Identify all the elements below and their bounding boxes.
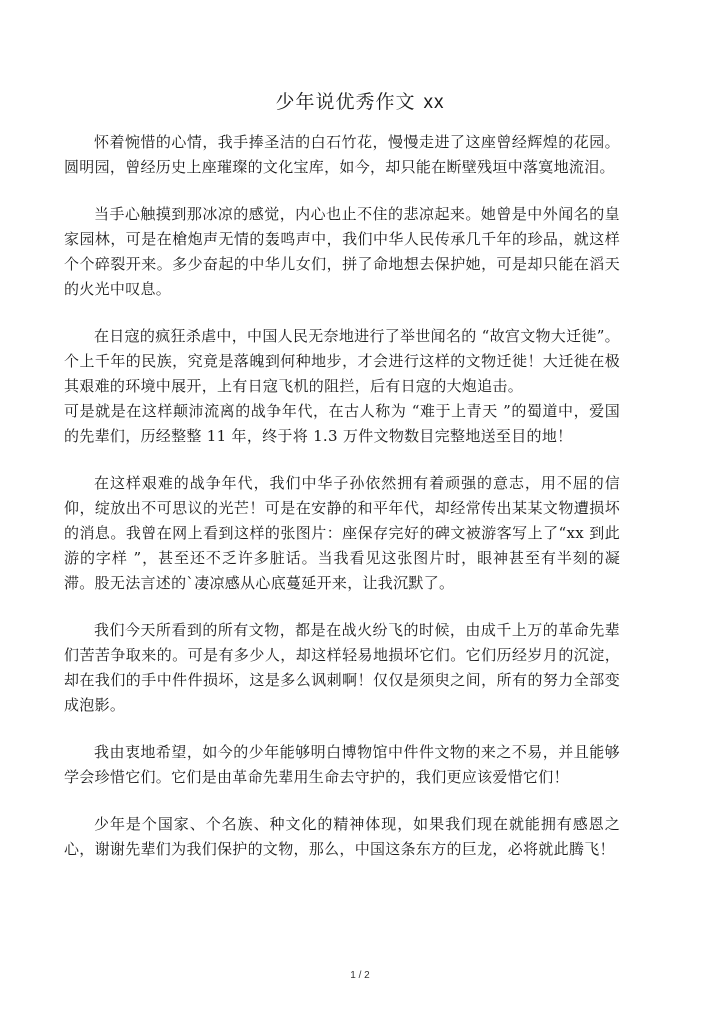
paragraph: 我由衷地希望，如今的少年能够明白博物馆中件件文物的来之不易，并且能够学会珍惜它们。它们是由革命先辈用生命去守护的，我们更应该爱惜它们！ xyxy=(64,743,620,786)
title-suffix: xx xyxy=(423,92,445,113)
paragraph: 可是就是在这样颠沛流离的战争年代，在古人称为 “难于上青天 ”的蜀道中，爱国的先辈们，历经整整 11 年，终于将 1.3 万件文物数目完整地送至目的地！ xyxy=(64,402,620,445)
paragraph: 怀着惋惜的心情，我手捧圣洁的白石竹花，慢慢走进了这座曾经辉煌的花园。圆明园，曾经历史上座璀璨的文化宝库，如今，却只能在断壁残垣中落寞地流泪。 xyxy=(64,133,620,176)
paragraph: 少年是个国家、个名族、种文化的精神体现，如果我们现在就能拥有感恩之心，谢谢先辈们为我们保护的文物，那么，中国这条东方的巨龙，必将就此腾飞！ xyxy=(64,815,620,858)
document-body xyxy=(64,130,620,884)
title-text: 少年说优秀作文 xyxy=(275,91,416,113)
paragraph: 我们今天所看到的所有文物，都是在战火纷飞的时候，由成千上万的革命先辈们苦苦争取来的。可是有多少人，却这样轻易地损坏它们。它们历经岁月的沉淀，却在我们的手中件件损坏，这是多么讽刺啊！仅仅是须臾之间，所有的努力全部变成泡影。 xyxy=(64,621,620,714)
page-indicator: 1 / 2 xyxy=(350,970,370,981)
paragraph: 在这样艰难的战争年代，我们中华子孙依然拥有着顽强的意志，用不屈的信仰，绽放出不可思议的光芒！可是在安静的和平年代，却经常传出某某文物遭损坏的消息。我曾在网上看到这样的张图片：座保存完好的碑文被游客写上了“xx 到此游的字样 ”，甚至还不乏许多脏话。当我看见这张图片时，眼神甚至有半刻的凝滞。股无法言述的`凄凉感从心底蔓延开来，让我沉默了。 xyxy=(64,474,620,592)
paragraph: 在日寇的疯狂杀虐中，中国人民无奈地进行了举世闻名的 “故宫文物大迁徙”。个上千年的民族，究竟是落魄到何种地步，才会进行这样的文物迁徙！大迁徙在极其艰难的环境中展开，上有日寇飞机的阻拦，后有日寇的大炮追击。 xyxy=(64,327,620,395)
document-title xyxy=(0,88,720,117)
paragraph: 当手心触摸到那冰凉的感觉，内心也止不住的悲凉起来。她曾是中外闻名的皇家园林，可是在槍炮声无情的轰鸣声中，我们中华人民传承几千年的珍品，就这样个个碎裂开来。多少奋起的中华儿女们，拼了命地想去保护她，可是却只能在滔天的火光中叹息。 xyxy=(64,205,620,298)
